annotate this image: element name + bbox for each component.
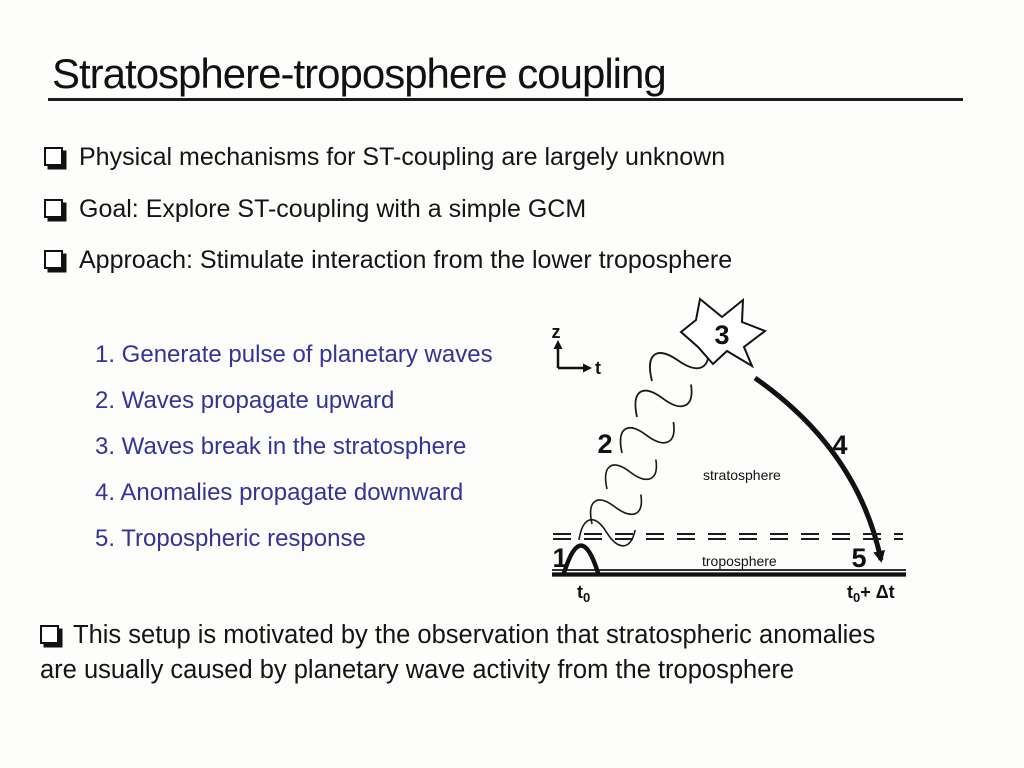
square-bullet-icon (44, 250, 63, 269)
closing-paragraph (40, 618, 990, 653)
closing-text-line1: This setup is motivated by the observation that stratospheric anomalies (73, 621, 876, 649)
diagram-step-2: 2 (597, 429, 613, 459)
zt-axes-icon (558, 347, 584, 368)
stratosphere-label: stratosphere (703, 467, 781, 483)
step-item-2: 2. Waves propagate upward (95, 387, 395, 414)
step-item-1: 1. Generate pulse of planetary waves (95, 341, 493, 368)
diagram-step-4: 4 (832, 430, 848, 460)
diagram-step-5: 5 (851, 543, 867, 573)
troposphere-label: troposphere (702, 553, 777, 569)
schematic-diagram (540, 285, 972, 617)
time-end-label: $t_0+ \Delta t$ (847, 582, 895, 605)
t-arrowhead-icon (583, 364, 592, 373)
step-item-4: 4. Anomalies propagate downward (95, 479, 464, 506)
title-underline (48, 98, 963, 101)
pulse-bump-icon (564, 546, 598, 574)
square-bullet-icon (44, 199, 63, 218)
page-title: Stratosphere-troposphere coupling (52, 50, 666, 97)
bullet-text: Goal: Explore ST-coupling with a simple GCM (79, 195, 587, 223)
bullet-item (44, 246, 732, 275)
step-item-3: 3. Waves break in the stratosphere (95, 433, 467, 460)
square-bullet-icon (40, 625, 59, 644)
z-axis-label: z (551, 322, 561, 342)
time-start-label: $t_0$ (577, 582, 591, 605)
square-bullet-icon (44, 147, 63, 166)
bullet-item (44, 143, 725, 172)
closing-text-line2: are usually caused by planetary wave activity from the troposphere (40, 656, 795, 684)
step-item-5: 5. Tropospheric response (95, 525, 366, 552)
bullet-text: Approach: Stimulate interaction from the lower troposphere (79, 246, 733, 274)
bullet-item (44, 195, 586, 224)
bullet-text: Physical mechanisms for ST-coupling are largely unknown (79, 143, 726, 171)
t-axis-label: t (595, 358, 601, 378)
diagram-step-1: 1 (552, 543, 568, 573)
tropopause-dashed-line-icon (553, 534, 903, 539)
diagram-step-3: 3 (714, 320, 730, 350)
